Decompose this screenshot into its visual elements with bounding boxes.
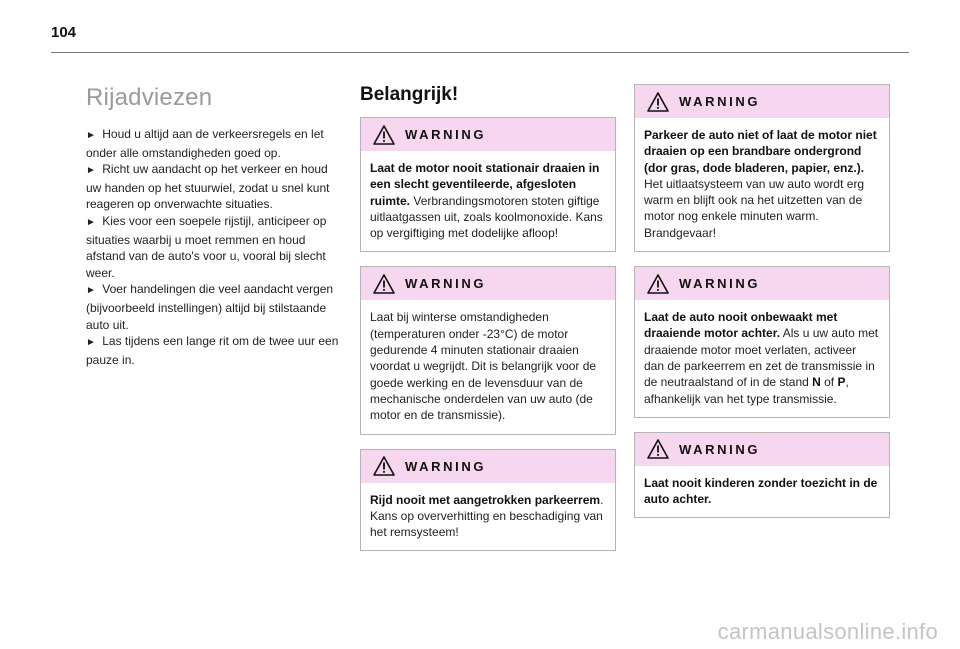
list-item: ► Las tijdens een lange rit om de twee uur een pauze in.	[86, 334, 339, 367]
important-column	[360, 84, 616, 565]
bullet-arrow-icon: ►	[86, 337, 96, 349]
warning-header	[361, 450, 615, 483]
bullet-arrow-icon: ►	[86, 165, 96, 177]
list-item: ► Houd u altijd aan de verkeersregels en let onder alle omstandigheden goed op.	[86, 127, 324, 160]
page-number: 104	[51, 24, 77, 41]
warning-box-ventilation	[360, 117, 616, 252]
warnings-column	[634, 84, 890, 532]
driving-advice-column	[86, 84, 344, 368]
warning-label: WARNING	[679, 94, 761, 109]
list-item: ► Kies voor een soepele rijstijl, anticipeer op situaties waarbij u moet remmen en houd afstand van de auto's voor u, vooral bij slecht weer.	[86, 213, 327, 280]
warning-box-children	[634, 432, 890, 519]
important-title: Belangrijk!	[360, 84, 459, 105]
advice-list	[86, 126, 344, 368]
warning-header	[635, 267, 889, 300]
header-divider	[51, 52, 909, 53]
warning-triangle-icon	[373, 274, 395, 294]
warning-triangle-icon	[647, 92, 669, 112]
warning-header	[361, 118, 615, 151]
warning-text: Laat nooit kinderen zonder toezicht in de auto achter.	[644, 475, 878, 507]
warning-box-winter	[360, 266, 616, 434]
warning-label: WARNING	[405, 127, 487, 142]
list-item: ► Voer handelingen die veel aandacht vergen (bijvoorbeeld instellingen) altijd bij stilstaande auto uit.	[86, 282, 334, 332]
warning-label: WARNING	[405, 276, 487, 292]
warning-header	[635, 433, 889, 466]
warning-box-flammable-ground	[634, 84, 890, 252]
warning-triangle-icon	[373, 125, 395, 145]
warning-text: Laat de auto nooit onbewaakt met draaiende motor achter. Als u uw auto met draaiende motor moet verlaten, activeer dan de parkeerrem en zet de transmissie in de neutraalstand of in de stand N of P, afhankelijk van het type transmissie.	[644, 310, 879, 406]
warning-header	[361, 267, 615, 300]
warning-text: Rijd nooit met aangetrokken parkeerrem. Kans op oververhitting en beschadiging van het remsysteem!	[370, 492, 604, 540]
watermark: carmanualsonline.info	[717, 619, 938, 644]
warning-text: Laat bij winterse omstandigheden (temperaturen onder -23°C) de motor gedurende 4 minuten stationair draaien voordat u wegrijdt. Dit is belangrijk voor de goede werking en de levensduur van de mechanische onderdelen van uw auto (de motor en de transmissie).	[370, 310, 597, 423]
warning-box-unattended	[634, 266, 890, 418]
warning-label: WARNING	[679, 276, 761, 292]
warning-text: Laat de motor nooit stationair draaien in een slecht geventileerde, afgesloten ruimte. Verbrandingsmotoren stoten giftige uitlaatgassen uit, zoals koolmonoxide. Kans op vergiftiging met dodelijke afloop!	[370, 161, 603, 241]
warning-label: WARNING	[405, 458, 487, 474]
section-title: Rijadviezen	[86, 84, 213, 111]
warning-triangle-icon	[647, 439, 669, 459]
warning-triangle-icon	[647, 274, 669, 294]
warning-label: WARNING	[679, 441, 761, 457]
bullet-arrow-icon: ►	[86, 216, 96, 228]
warning-header	[635, 85, 889, 118]
warning-box-parking-brake	[360, 449, 616, 552]
list-item: ► Richt uw aandacht op het verkeer en houd uw handen op het stuurwiel, zodat u snel kunt reageren op onverwachte situaties.	[86, 162, 330, 212]
bullet-arrow-icon: ►	[86, 285, 96, 297]
warning-triangle-icon	[373, 456, 395, 476]
bullet-arrow-icon: ►	[86, 130, 96, 141]
warning-text: Parkeer de auto niet of laat de motor niet draaien op een brandbare ondergrond (dor gras, dode bladeren, papier, enz.). Het uitlaatsysteem van uw auto wordt erg warm en blijft ook na het uitzetten van de motor nog enkele minuten warm. Brandgevaar!	[644, 128, 877, 240]
